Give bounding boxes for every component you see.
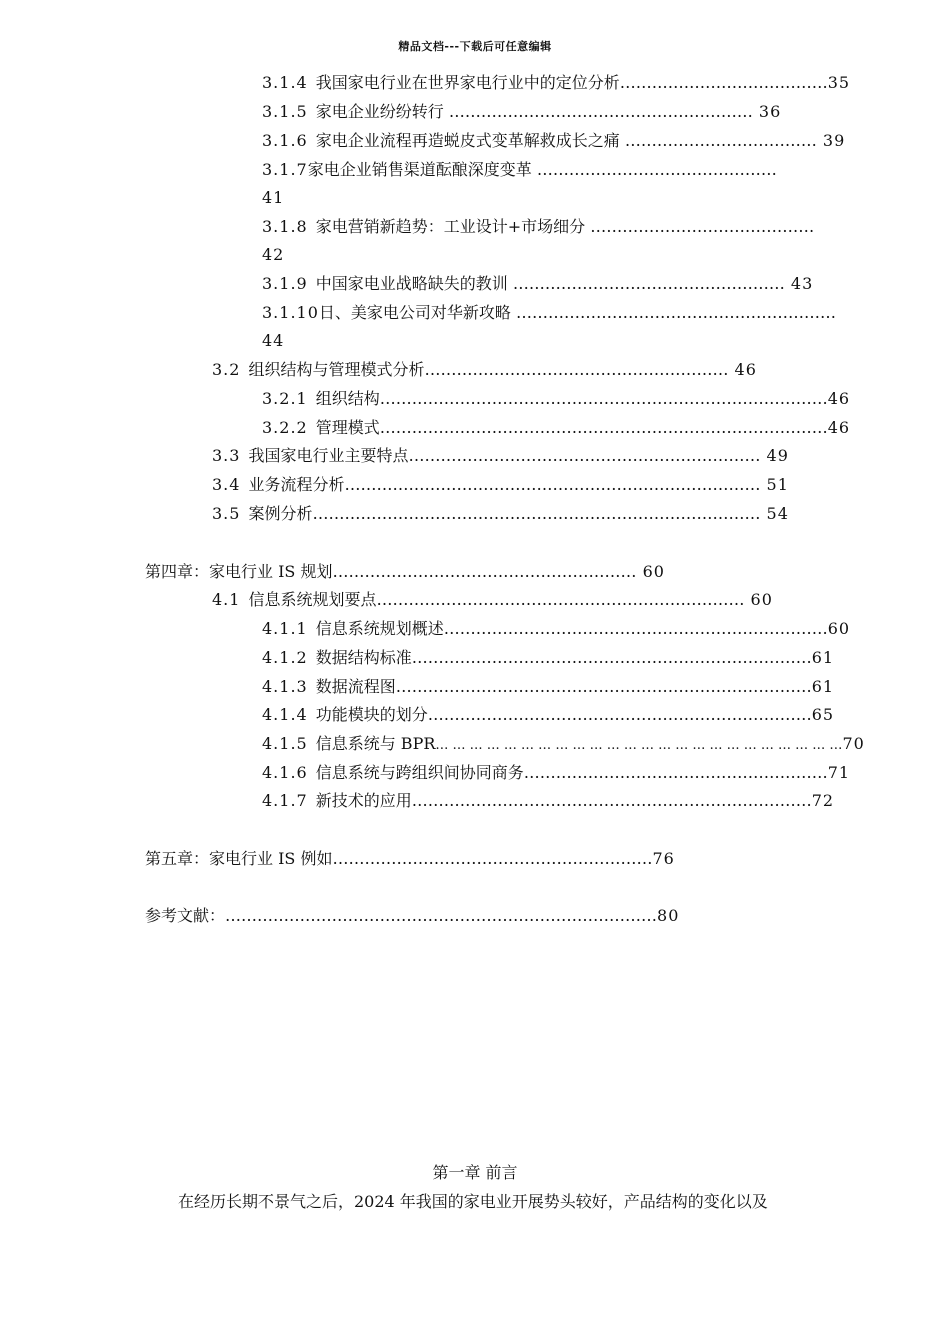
- toc-entry-page: 65: [811, 705, 835, 724]
- toc-entry-page: 35: [827, 73, 851, 92]
- toc-entry-number: 3.1.5: [262, 102, 308, 121]
- toc-entry-number: 3.1.9: [262, 274, 308, 293]
- toc-entry-number: 4.1.2: [262, 648, 308, 667]
- toc-entry-page: 42: [262, 245, 285, 264]
- toc-entry[interactable]: [262, 618, 850, 640]
- toc-leader-dots: ……………………………………………………………………: [395, 677, 812, 696]
- toc-entry-number: 3.1.8: [262, 217, 308, 236]
- toc-entry-number: 4.1.4: [262, 705, 308, 724]
- toc-entry-page: 46: [728, 360, 757, 379]
- toc-entry-number: 第四章：: [145, 562, 210, 581]
- toc-entry-title: 案例分析: [248, 504, 313, 523]
- toc-leader-dots: …………………………………………………………………: [411, 791, 812, 810]
- toc-leader-dots: …………………………………………………………………: [411, 648, 812, 667]
- toc-entry[interactable]: [262, 733, 865, 757]
- toc-leader-dots: …………………………………………………………………………: [312, 504, 761, 523]
- toc-entry-page: 44: [262, 331, 285, 350]
- toc-entry[interactable]: [262, 216, 814, 238]
- toc-entry-number: 4.1: [212, 590, 241, 609]
- toc-entry-page: 39: [816, 131, 846, 150]
- toc-entry[interactable]: [262, 159, 777, 181]
- toc-entry[interactable]: [262, 417, 850, 439]
- toc-leader-dots: …………………………………………………………………………: [379, 418, 828, 437]
- toc-entry-page: 60: [636, 562, 665, 581]
- toc-entry-page-wrapped: [262, 187, 284, 209]
- toc-chapter-entry[interactable]: [145, 848, 675, 870]
- toc-entry-number: 3.4: [212, 475, 241, 494]
- toc-entry-page: 46: [827, 389, 851, 408]
- toc-entry-number: 3.2: [212, 360, 241, 379]
- toc-entry-number: 4.1.7: [262, 791, 308, 810]
- toc-entry[interactable]: [212, 445, 789, 467]
- toc-entry-page: 72: [811, 791, 835, 810]
- toc-entry-page: 76: [652, 849, 675, 868]
- toc-entry[interactable]: [212, 359, 757, 381]
- toc-entry-title: 家电企业销售渠道酝酿深度变革: [307, 160, 532, 179]
- toc-entry-page: 46: [827, 418, 851, 437]
- toc-leader-dots: …………………………………………………: [443, 102, 753, 121]
- toc-entry[interactable]: [262, 72, 850, 94]
- toc-entry-page: 60: [827, 619, 851, 638]
- toc-entry-title: 组织结构与管理模式分析: [248, 360, 425, 379]
- toc-leader-dots: …………………………………………………: [424, 360, 729, 379]
- toc-leader-dots: ……………………………………: [585, 217, 815, 236]
- toc-leader-dots: ……………………………………………………………: [376, 590, 745, 609]
- toc-entry-number: 第五章：: [145, 849, 210, 868]
- toc-entry-page: 49: [760, 446, 789, 465]
- toc-entry-page: 43: [784, 274, 814, 293]
- toc-entry-title: 信息系统与跨组织间协同商务: [315, 763, 524, 782]
- toc-leader-dots: ……………………………………………………: [510, 303, 836, 322]
- toc-leader-dots: …………………………………………………………: [408, 446, 761, 465]
- toc-leader-dots: ………………………………………………………………: [427, 705, 812, 724]
- toc-entry-title: 家电行业 IS 规划: [209, 562, 333, 581]
- toc-references-entry[interactable]: [145, 905, 679, 927]
- toc-entry-page: 61: [811, 677, 835, 696]
- toc-entry-number: 3.2.1: [262, 389, 308, 408]
- toc-entry-title: 家电营销新趋势：工业设计+市场细分: [315, 217, 586, 236]
- toc-entry[interactable]: [262, 676, 834, 698]
- toc-entry[interactable]: [212, 503, 789, 525]
- toc-entry[interactable]: [262, 101, 781, 123]
- toc-entry[interactable]: [262, 273, 813, 295]
- toc-entry-number: 参考文献：: [145, 906, 226, 925]
- toc-leader-dots: ……………………………………………: [507, 274, 785, 293]
- toc-entry[interactable]: [262, 762, 850, 784]
- toc-entry-title: 信息系统与 BPR: [315, 734, 436, 753]
- toc-entry-number: 3.1.4: [262, 73, 308, 92]
- chapter-title: 第一章 前言: [432, 1163, 518, 1182]
- toc-entry-title: 家电企业流程再造蜕皮式变革解救成长之痛: [315, 131, 620, 150]
- toc-leader-dots: …………………………………………………: [523, 763, 828, 782]
- toc-entry-page: 80: [657, 906, 680, 925]
- toc-entry-title: 数据流程图: [315, 677, 396, 696]
- toc-entry[interactable]: [212, 589, 773, 611]
- toc-entry-number: 3.1.7: [262, 160, 308, 179]
- toc-leader-dots: ………………………………………………………………: [443, 619, 828, 638]
- toc-leader-dots: …………………………………………………………………………: [379, 389, 828, 408]
- toc-chapter-entry[interactable]: [145, 561, 665, 583]
- toc-entry-number: 3.5: [212, 504, 241, 523]
- toc-entry-number: 4.1.1: [262, 619, 308, 638]
- page-header: 精品文档---下载后可任意编辑: [398, 40, 552, 53]
- toc-entry-title: 我国家电行业主要特点: [248, 446, 409, 465]
- toc-entry[interactable]: [262, 790, 834, 812]
- toc-entry-page: 36: [752, 102, 782, 121]
- toc-leader-dots: ……………………………………………………: [332, 849, 653, 868]
- toc-entry-title: 家电企业纷纷转行: [315, 102, 444, 121]
- toc-entry-title: 管理模式: [315, 418, 380, 437]
- toc-leader-dots: …………………………………………………: [332, 562, 637, 581]
- toc-leader-dots: ………………………………………: [531, 160, 777, 179]
- toc-entry-title: 新技术的应用: [315, 791, 412, 810]
- toc-entry-title: 家电行业 IS 例如: [209, 849, 333, 868]
- toc-entry-page-wrapped: [262, 330, 284, 352]
- toc-entry-page: 51: [760, 475, 789, 494]
- toc-entry-page: 71: [827, 763, 851, 782]
- toc-entry[interactable]: [262, 130, 845, 152]
- toc-entry-title: 组织结构: [315, 389, 380, 408]
- toc-entry-number: 3.3: [212, 446, 241, 465]
- toc-leader-dots: … … … … … … … … … … … … … … … … … … … … … … … …: [435, 738, 843, 753]
- toc-entry[interactable]: [212, 474, 789, 496]
- toc-entry-title: 日、美家电公司对华新攻略: [318, 303, 511, 322]
- toc-entry-page: 41: [262, 188, 285, 207]
- toc-leader-dots: ………………………………………………………………………: [225, 906, 658, 925]
- toc-entry-page: 70: [842, 734, 865, 753]
- toc-entry-page-wrapped: [262, 244, 284, 266]
- toc-entry[interactable]: [262, 704, 834, 726]
- toc-entry[interactable]: [262, 388, 850, 410]
- toc-entry[interactable]: [262, 302, 836, 324]
- toc-entry-number: 4.1.6: [262, 763, 308, 782]
- toc-entry-title: 信息系统规划概述: [315, 619, 444, 638]
- body-paragraph: 在经历长期不景气之后，2024 年我国的家电业开展势头较好，产品结构的变化以及: [178, 1192, 768, 1211]
- toc-entry-title: 功能模块的划分: [315, 705, 428, 724]
- toc-entry-page: 60: [744, 590, 773, 609]
- toc-entry-title: 信息系统规划要点: [248, 590, 377, 609]
- toc-entry-number: 3.1.10: [262, 303, 319, 322]
- toc-entry-number: 3.2.2: [262, 418, 308, 437]
- toc-entry-page: 61: [811, 648, 835, 667]
- toc-leader-dots: …………………………………: [619, 73, 828, 92]
- toc-entry-page: 54: [760, 504, 789, 523]
- toc-entry[interactable]: [262, 647, 834, 669]
- toc-entry-title: 数据结构标准: [315, 648, 412, 667]
- toc-entry-number: 4.1.5: [262, 734, 308, 753]
- toc-entry-number: 4.1.3: [262, 677, 308, 696]
- toc-leader-dots: ……………………………………………………………………: [344, 475, 761, 494]
- toc-entry-title: 我国家电行业在世界家电行业中的定位分析: [315, 73, 620, 92]
- toc-entry-title: 业务流程分析: [248, 475, 345, 494]
- toc-entry-number: 3.1.6: [262, 131, 308, 150]
- toc-leader-dots: ………………………………: [619, 131, 817, 150]
- toc-entry-title: 中国家电业战略缺失的教训: [315, 274, 508, 293]
